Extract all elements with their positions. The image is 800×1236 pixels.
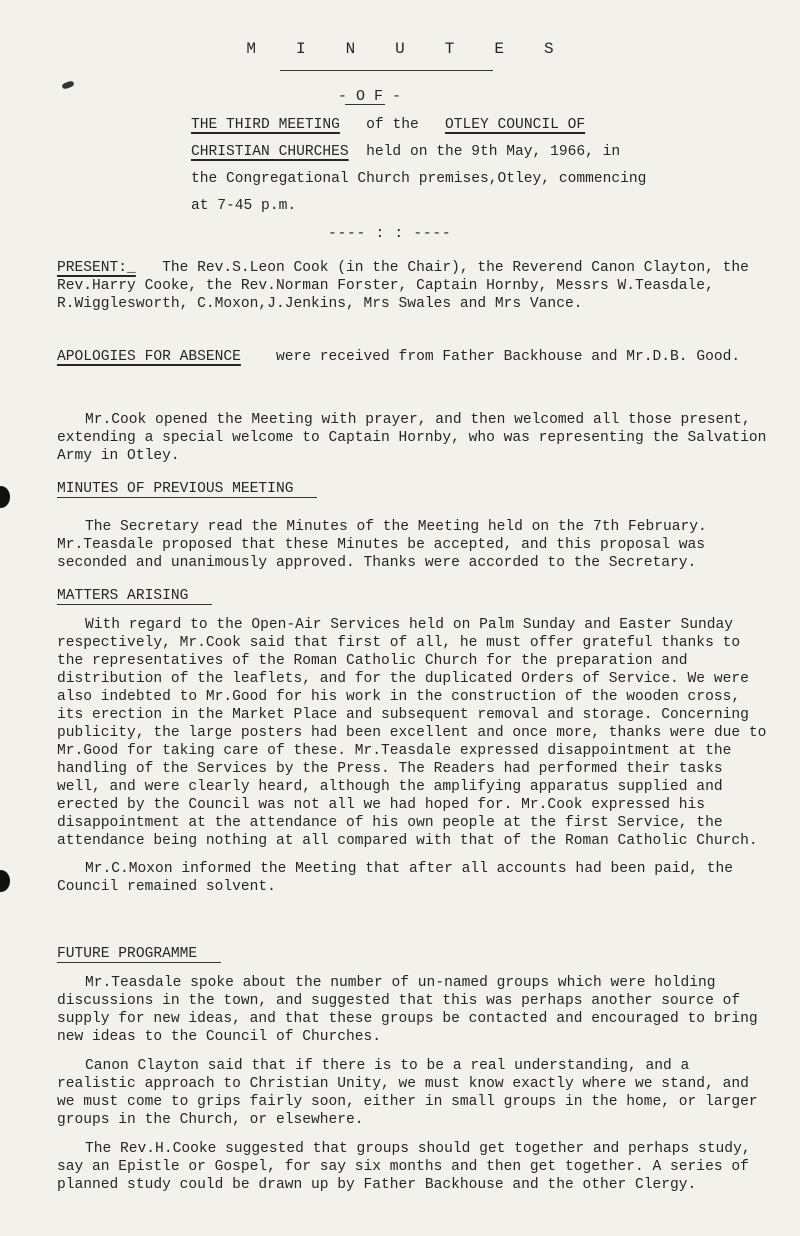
present-label: PRESENT:_ [57, 260, 136, 276]
section-separator: ---- : : ---- [328, 226, 452, 242]
future-paragraph-1: Mr.Teasdale spoke about the number of un-named groups which were holding discussions in the town, and suggested that this was perhaps another source of supply for new ideas, and that these groups be contacted and encouraged to bring new ideas to the Council of Churches. [57, 975, 758, 1045]
future-paragraph-3: The Rev.H.Cooke suggested that groups should get together and perhaps study, say an Epistle or Gospel, for say six months and then get together. A series of planned study could be drawn up by Father Backhouse and the other Clergy. [57, 1141, 751, 1193]
document-title: M I N U T E S [246, 40, 569, 58]
meeting-date: held on the 9th May, 1966, in [366, 144, 621, 160]
matters-arising-section [57, 616, 773, 896]
matters-arising-heading-text: MATTERS ARISING [57, 588, 212, 605]
of-subtitle: - O F - [338, 88, 402, 105]
matters-paragraph-2: Mr.C.Moxon informed the Meeting that after all accounts had been paid, the Council remained solvent. [57, 861, 734, 895]
previous-minutes-heading [57, 480, 317, 498]
apologies-text: were received from Father Backhouse and Mr.D.B. Good. [275, 349, 741, 365]
matters-paragraph-1: With regard to the Open-Air Services held on Palm Sunday and Easter Sunday respectively, Mr.Cook said that first of all, he must offer grateful thanks to the representatives of the Roman Catholic Church for the preparation and distribution of the leaflets, and for the duplicated Orders of Service. We were also indebted to Mr.Good for his work in the construction of the wooden cross, its erection in the Market Place and subsequent removal and storage. Concerning publicity, the large posters had been excellent and once more, thanks were due to Mr.Good for taking care of these. Mr.Teasdale expressed disappointment at the handling of the Services by the Press. The Readers had performed their tasks well, and were clearly heard, although the amplifying apparatus supplied and erected by the Council was not all we had hoped for. Mr.Cook expressed his disappointment at the attendance of his own people at the first Service, the attendance being nothing at all compared with that of the Roman Catholic Church. [57, 617, 767, 849]
present-section [57, 259, 773, 313]
future-programme-heading-text: FUTURE PROGRAMME [57, 946, 221, 963]
council-name-part1: OTLEY COUNCIL OF [445, 117, 586, 133]
future-programme-heading [57, 945, 221, 963]
header-line-3: the Congregational Church premises,Otley, commencing [191, 171, 647, 187]
of-underline [345, 104, 385, 105]
opening-paragraph: Mr.Cook opened the Meeting with prayer, and then welcomed all those present, extending a special welcome to Captain Hornby, who was representing the Salvation Army in Otley. [57, 412, 767, 464]
punch-hole-bottom [0, 870, 10, 892]
ink-smudge [61, 80, 74, 90]
council-name-part2: CHRISTIAN CHURCHES [191, 144, 349, 160]
opening-section [57, 411, 773, 465]
title-underline [280, 70, 493, 71]
header-line-2 [191, 139, 751, 166]
header-connector: of the [366, 117, 419, 133]
header-line-4: at 7-45 p.m. [191, 198, 297, 214]
punch-hole-top [0, 486, 10, 508]
apologies-section [57, 348, 773, 366]
future-paragraph-2: Canon Clayton said that if there is to be a real understanding, and a realistic approach to Christian Unity, we must know exactly where we stand, and we must come to grips fairly soon, either in small groups in the home, or larger groups in the Church, or elsewhere. [57, 1058, 758, 1128]
previous-minutes-section [57, 518, 773, 572]
matters-arising-heading [57, 587, 212, 605]
future-programme-section [57, 974, 773, 1194]
present-text: The Rev.S.Leon Cook (in the Chair), the Reverend Canon Clayton, the Rev.Harry Cooke, the Rev.Norman Forster, Captain Hornby, Messrs W.Teasdale, R.Wigglesworth, C.Moxon,J.Jenkins, Mrs Swales and Mrs Vance. [57, 260, 749, 312]
header-line-1 [191, 112, 751, 139]
previous-minutes-paragraph: The Secretary read the Minutes of the Meeting held on the 7th February. Mr.Teasdale proposed that these Minutes be accepted, and this proposal was seconded and unanimously approved. Thanks were accorded to the Secretary. [57, 519, 707, 571]
apologies-label: APOLOGIES FOR ABSENCE [57, 349, 241, 365]
meeting-number: THE THIRD MEETING [191, 117, 340, 133]
previous-minutes-heading-text: MINUTES OF PREVIOUS MEETING [57, 481, 317, 498]
